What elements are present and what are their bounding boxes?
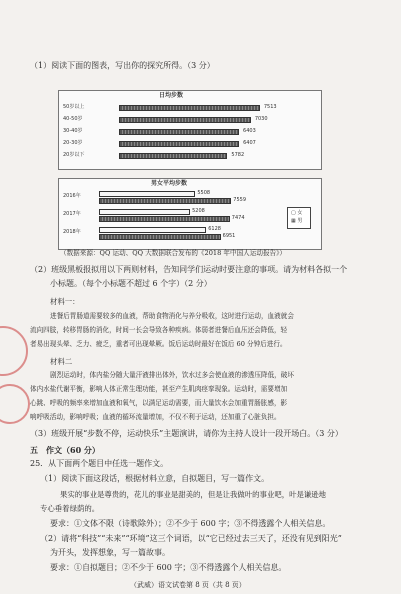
essay-2-requirements: 要求：①自拟题目；②不少于 600 字；③不得透露个人相关信息。 [50, 563, 287, 572]
stamp-seal-2 [0, 384, 30, 424]
essay-2-line1: （2）请将“科技”“未来”“环境”这三个词语，以“它已经过去三天了，还没有见到阳光” [40, 534, 342, 543]
chart2-category-label: 2017年 [63, 211, 81, 217]
chart1-value-label: 6403 [243, 128, 256, 134]
question-2-line2: 小标题。（每个小标题不超过 6 个字）（2 分） [50, 279, 212, 288]
chart1-bar [119, 129, 239, 135]
material-2-line4: 响呼吸活动，影响呼吸；血液的循环流量增加，不仅不利于运动，还加重了心脏负担。 [30, 413, 281, 421]
chart1-value-label: 5782 [231, 152, 245, 158]
chart1-category-label: 40-50岁 [63, 116, 83, 122]
legend-female: ▢ 女 [291, 210, 303, 216]
data-source: （数据来源：QQ 运动、QQ 大数据联合发布的《2018 年中国人运动报告》） [60, 249, 287, 257]
material-2-line2: 体内水盐代谢平衡，影响人体正常生理功能，甚至产生肌肉痉挛现象。运动时，需要增加 [30, 385, 288, 393]
question-25: 25．从下面两个题目中任选一题作文。 [30, 459, 169, 468]
gender-steps-chart [58, 178, 322, 250]
chart2-value-label: 5208 [192, 208, 205, 214]
chart2-bar [99, 216, 230, 222]
chart1-title: 日均步数 [159, 92, 184, 99]
chart1-bar [119, 105, 260, 111]
material-1-line1: 进餐后胃肠道需要较多的血液，帮助食物消化与养分吸收，这时进行运动，血液就会 [50, 312, 294, 320]
chart2-category-label: 2018年 [63, 229, 81, 235]
chart1-value-label: 7030 [254, 116, 268, 122]
chart1-value-label: 6407 [243, 140, 256, 146]
legend-male: ▦ 男 [291, 218, 303, 224]
chart2-bar [99, 234, 221, 240]
material-1-title: 材料一： [50, 297, 80, 306]
daily-steps-chart [58, 90, 322, 170]
chart2-value-label: 7474 [231, 215, 245, 221]
chart1-category-label: 30-40岁 [63, 128, 83, 134]
material-2-line1: 剧烈运动时，体内盐分随大量汗液排出体外，饮水过多会使血液的渗透压降低，破坏 [50, 371, 294, 379]
chart2-bar [99, 198, 231, 204]
chart2-category-label: 2016年 [63, 193, 81, 199]
essay-1-requirements: 要求：①文体不限（诗歌除外）；②不少于 600 字；③不得透露个人相关信息。 [50, 519, 331, 528]
chart2-bar [99, 227, 206, 233]
chart2-value-label: 6128 [208, 226, 221, 232]
material-2-line3: 心跳、呼吸的频率来增加血液和氧气，以满足运动需要，而大量饮水会加重胃肠胀感，影 [30, 399, 288, 407]
page-footer: （武威）语文试卷第 8 页（共 8 页） [130, 581, 246, 589]
question-2-line1: （2）班级黑板报拟用以下两则材料，告知同学们运动时要注意的事项。请为材料各拟一个 [30, 265, 348, 274]
essay-1-line1: （1）阅读下面这段话，根据材料立意，自拟题目，写一篇作文。 [40, 474, 270, 483]
question-1: （1）阅读下面的图表，写出你的探究所得。（3 分） [30, 61, 215, 70]
essay-1-line3: 专心垂着绿荫的。 [40, 504, 100, 513]
section-5-heading: 五 作文（60 分） [30, 445, 100, 455]
chart2-value-label: 7559 [233, 197, 247, 203]
essay-2-line2: 为开头，发挥想象，写一篇故事。 [50, 548, 170, 557]
chart2-value-label: 6951 [222, 233, 236, 239]
essay-1-line2: 果实的事业是尊贵的，花儿的事业是甜美的，但是让我做叶的事业吧，叶是谦逊地 [60, 490, 327, 499]
question-3: （3）班级开展“步数不停，运动快乐”主题演讲，请你为主持人设计一段开场白。（3 分） [30, 429, 343, 438]
chart1-category-label: 50岁以上 [63, 104, 85, 110]
chart1-value-label: 7513 [263, 104, 277, 110]
chart1-category-label: 20岁以下 [63, 152, 85, 158]
chart2-title: 男女平均步数 [151, 180, 188, 187]
material-2-title: 材料二 [50, 357, 73, 366]
stamp-seal [0, 326, 28, 376]
material-1-line2: 流向四肢，转移胃肠的消化，时间一长会导致各种疾病。体弱者进餐后血压还会降低，轻 [30, 326, 288, 334]
chart1-bar [119, 117, 251, 123]
chart2-legend [287, 207, 311, 229]
material-1-line3: 者易出现头晕、乏力、疲乏，重者可出现晕厥。饭后运动时最好在饭后 60 分钟后进行。 [30, 340, 287, 348]
chart1-category-label: 20-30岁 [63, 140, 83, 146]
chart2-value-label: 5508 [197, 190, 211, 196]
chart1-bar [119, 153, 227, 159]
chart2-bar [99, 209, 190, 215]
chart1-bar [119, 141, 239, 147]
chart2-bar [99, 191, 195, 197]
